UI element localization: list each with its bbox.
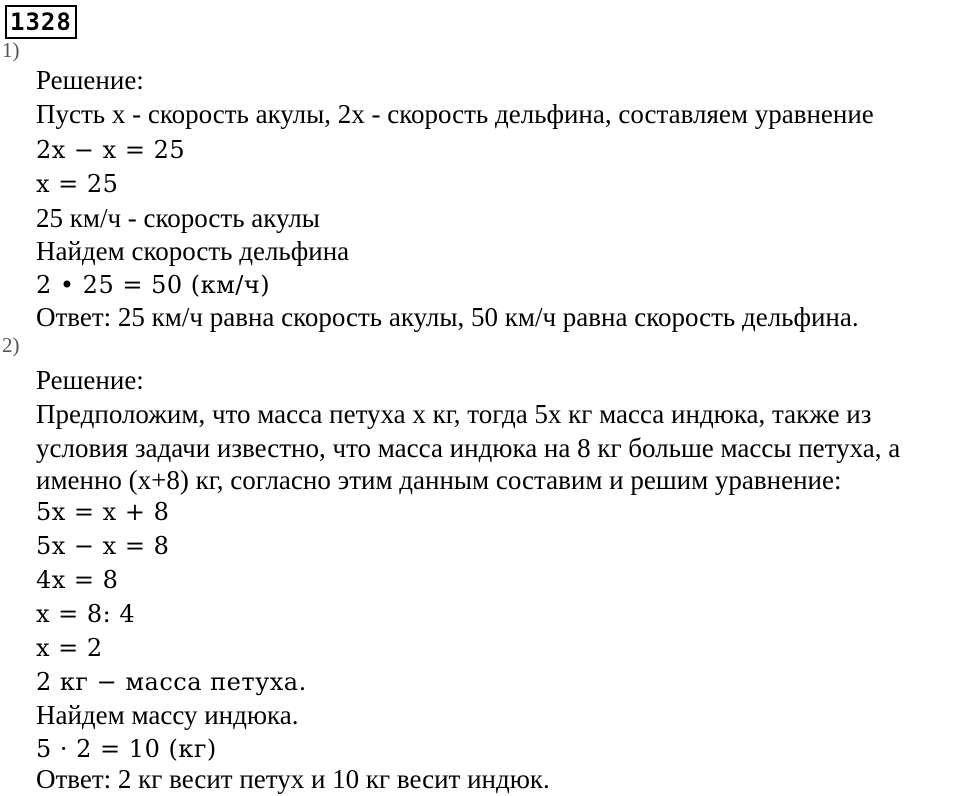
problem-number: 1328 (5, 5, 77, 39)
part2-line-10: 2 кг − масса петуха. (36, 668, 307, 696)
part1-answer: Ответ: 25 км/ч равна скорость акулы, 50 км/ч равна скорость дельфина. (36, 302, 859, 332)
part2-equation-4: x = 8: 4 (36, 600, 136, 628)
part1-equation-3: 2 • 25 = 50 (км/ч) (36, 271, 271, 299)
part2-line-3: условия задачи известно, что масса индюка на 8 кг больше массы петуха, а (36, 433, 901, 463)
part1-line-1: Решение: (36, 65, 144, 95)
part2-line-1: Решение: (36, 365, 144, 395)
part1-equation-1: 2x − x = 25 (36, 136, 186, 164)
part2-equation-1: 5x = x + 8 (36, 498, 170, 526)
part-label-1: 1) (2, 38, 20, 62)
part-label-2: 2) (2, 333, 20, 357)
part1-line-5: 25 км/ч - скорость акулы (36, 203, 320, 233)
part1-equation-2: x = 25 (36, 170, 119, 198)
part2-equation-6: 5 · 2 = 10 (кг) (36, 735, 217, 763)
part2-line-2: Предположим, что масса петуха x кг, тогда 5x кг масса индюка, также из (36, 399, 872, 429)
part2-equation-5: x = 2 (36, 634, 103, 662)
part1-line-6: Найдем скорость дельфина (36, 236, 350, 266)
part2-equation-2: 5x − x = 8 (36, 532, 170, 560)
part2-answer: Ответ: 2 кг весит петух и 10 кг весит индюк. (36, 764, 550, 794)
part1-line-2: Пусть x - скорость акулы, 2x - скорость дельфина, составляем уравнение (36, 99, 874, 129)
part2-line-11: Найдем массу индюка. (36, 700, 299, 730)
part2-equation-3: 4x = 8 (36, 566, 119, 594)
part2-line-4: именно (x+8) кг, согласно этим данным составим и решим уравнение: (36, 465, 842, 495)
